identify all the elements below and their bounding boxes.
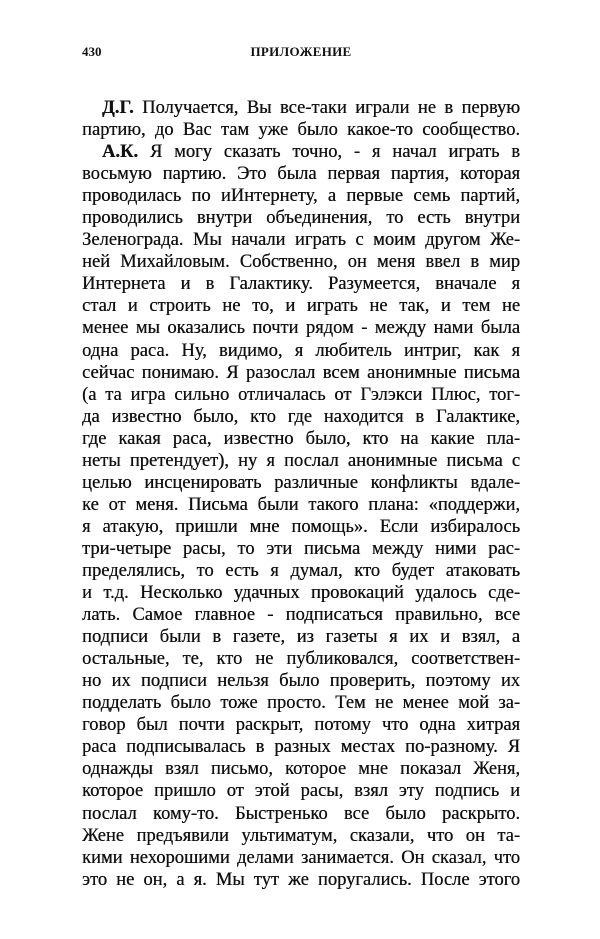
line-text: Получается, Вы все-таки играли не в первую — [133, 98, 520, 118]
text-line — [82, 516, 520, 538]
line-text: менее мы оказались почти рядом - между нами была — [82, 318, 520, 339]
line-text: и т.д. Несколько удачных провокаций удалось сде- — [82, 583, 520, 604]
text-line — [82, 428, 520, 450]
line-text: остальные, те, кто не публиковался, соответствен- — [82, 649, 520, 670]
text-line — [82, 251, 520, 273]
page-number: 430 — [82, 44, 102, 59]
line-text: сейчас понимаю. Я разослал всем анонимные письма — [82, 362, 520, 383]
text-line — [82, 185, 520, 207]
text-line — [82, 847, 520, 869]
line-text: раса подписывалась в разных местах по-разному. Я — [82, 737, 520, 758]
line-text: однажды взял письмо, которое мне показал Женя, — [82, 759, 520, 780]
speaker-label: А.К. — [102, 142, 139, 163]
text-line — [82, 384, 520, 406]
text-line — [82, 670, 520, 692]
line-text: одна раса. Ну, видимо, я любитель интриг, как я — [82, 340, 520, 361]
line-text: которое пришло от этой расы, взял эту подпись и — [82, 781, 520, 802]
line-text: проводилась по иИнтернету, а первые семь партий, — [82, 186, 520, 207]
text-line — [82, 648, 520, 670]
line-text: говор был почти раскрыт, потому что одна хитрая — [82, 715, 520, 736]
text-line — [82, 362, 520, 384]
line-text: я атакую, пришли мне помощь». Если избиралось — [82, 516, 520, 537]
text-line — [82, 317, 520, 339]
line-text: ней Михайловым. Собственно, он меня ввел в мир — [82, 252, 520, 273]
line-text: но их подписи нельзя было проверить, поэтому их — [82, 671, 520, 692]
line-text: Жене предъявили ультиматум, сказали, что он та- — [82, 825, 520, 846]
line-text: подписи были в газете, из газеты я их и взял, а — [82, 627, 520, 648]
text-line — [82, 538, 520, 560]
text-line — [82, 141, 520, 163]
text-line — [82, 825, 520, 847]
text-line — [82, 736, 520, 758]
text-line — [82, 273, 520, 295]
line-text: ке от меня. Письма были такого плана: «поддержи, — [82, 494, 520, 515]
line-text: Я могу сказать точно, - я начал играть в — [138, 142, 520, 163]
line-text: Интернета и в Галактику. Разумеется, вначале я — [82, 274, 520, 295]
text-line — [82, 692, 520, 714]
text-line — [82, 560, 520, 582]
line-text: послал кому-то. Быстренько все было раскрыто. — [82, 803, 520, 824]
line-text: целью инсценировать различные конфликты вдале- — [82, 472, 520, 493]
line-text: да известно было, кто где находится в Галактике, — [82, 406, 520, 427]
text-line — [82, 869, 520, 891]
line-text: восьмую партию. Это была первая партия, которая — [82, 164, 520, 185]
text-line — [82, 472, 520, 494]
line-text: партию, до Вас там уже было какое-то сообщество. — [82, 120, 520, 141]
text-line — [82, 604, 520, 626]
line-text: пределялись, то есть я думал, кто будет атаковать — [82, 560, 520, 581]
line-text: подделать было тоже просто. Тем не менее мой за- — [82, 693, 520, 714]
text-line — [82, 295, 520, 317]
text-line — [82, 803, 520, 825]
page-body-text — [82, 97, 520, 891]
text-line — [82, 340, 520, 362]
line-text: стал и строить не то, и играть не так, и тем не — [82, 296, 520, 317]
line-text: (а та игра сильно отличалась от Гэлэкси Плюс, тог- — [82, 384, 520, 405]
speaker-label: Д.Г. — [102, 98, 134, 118]
text-line — [82, 582, 520, 604]
text-line — [82, 163, 520, 185]
line-text: Зеленограда. Мы начали играть с моим другом Же- — [82, 230, 520, 251]
line-text: проводились внутри объединения, то есть внутри — [82, 208, 520, 229]
text-line — [82, 714, 520, 736]
running-title: ПРИЛОЖЕНИЕ — [250, 44, 352, 59]
text-line — [82, 406, 520, 428]
line-text: это не он, а я. Мы тут же поругались. После этого — [82, 869, 520, 890]
text-line — [82, 780, 520, 802]
line-text: три-четыре расы, то эти письма между ними рас- — [82, 538, 520, 559]
line-text: где какая раса, известно было, кто на какие пла- — [82, 428, 520, 449]
line-text: лать. Самое главное - подписаться правильно, все — [82, 605, 520, 626]
line-text: неты претендует), ну я послал анонимные письма с — [82, 450, 520, 471]
text-line — [82, 207, 520, 229]
line-text: кими нехорошими делами занимается. Он сказал, что — [82, 847, 520, 868]
text-line — [82, 119, 520, 141]
text-line — [82, 494, 520, 516]
text-line — [82, 229, 520, 251]
running-header — [82, 44, 520, 64]
text-line — [82, 626, 520, 648]
text-line — [82, 97, 520, 119]
text-line — [82, 758, 520, 780]
text-line — [82, 450, 520, 472]
